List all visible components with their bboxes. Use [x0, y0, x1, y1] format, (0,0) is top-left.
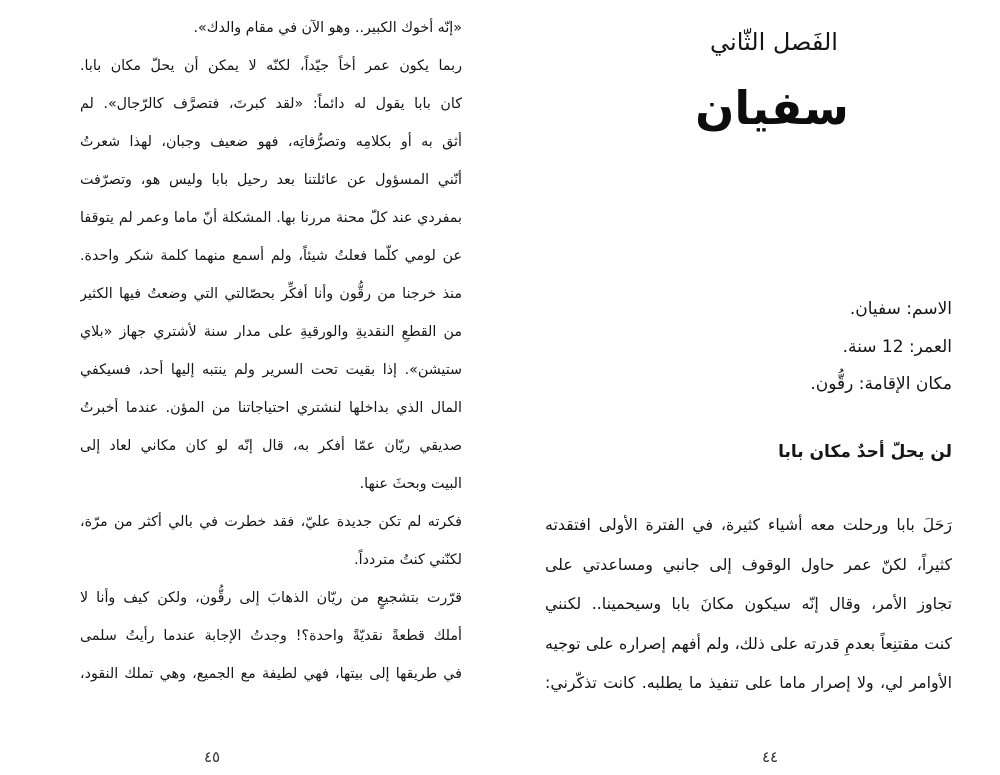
text-line: كثيراً، لكنّ عمر حاول الوقوف إلى جانبي ومساعدتي على [545, 554, 952, 574]
character-profile [632, 291, 952, 404]
text-line: فكرته لم تكن جديدة عليّ، فقد خطرت في بالي أكثر من مرّة، [80, 514, 462, 530]
text-line: «إنّه أخوك الكبير.. وهو الآن في مقام والدك». [193, 20, 462, 36]
chapter-title: سفيان [695, 81, 849, 135]
profile-residence: مكان الإقامة: رقُّون. [810, 374, 952, 394]
text-line: كنت مقتنِعاً بعدمِ قدرته على ذلك، ولم أفهم إصراره على توجيه [545, 633, 952, 653]
text-line: رَحَلَ بابا ورحلت معه أشياء كثيرة، في الفترة الأولى افتقدته [545, 515, 952, 534]
text-line: لكنّني كنتُ متردداً. [354, 552, 462, 568]
text-line: منذ خرجنا من رقُّون وأنا أفكِّر بحصّالتي التي وضعتُ فيها الكثير [80, 286, 462, 302]
right-page [500, 0, 1000, 775]
text-line: عن لومي كلّما فعلتُ شيئاً، ولم أسمع منهما كلمة شكر واحدة. [80, 248, 462, 264]
text-line: من القطعِ النقديةِ والورقيةِ على مدار سنة لأشتري جهاز «بلاي [80, 324, 462, 340]
text-line: ربما يكون عمر أخاً جيّداً، لكنّه لا يمكن أن يحلّ مكان بابا. [80, 58, 462, 74]
text-line: أثق به أو بكلامِه وتصرُّفاتِه، فهو ضعيف وجبان، لهذا شعرتُ [80, 134, 462, 150]
page-number: ٤٤ [761, 748, 779, 766]
text-line: أملك قطعةً نقديّةً واحدة؟! وجدتُ الإجابة عندما رأيتُ سلمى [80, 628, 462, 644]
right-page-body-text [545, 505, 952, 703]
text-line: الأوامر لي، ولا إصرار ماما على تنفيذ ما يطلبه. كانت تذكّرني: [545, 673, 952, 692]
text-line: تجاوز الأمر، وقال إنّه سيكون مكانَ بابا وسيحمينا.. لكنني [545, 594, 952, 613]
page-number: ٤٥ [203, 748, 221, 766]
text-line: قرّرت بتشجيعٍ من ريّان الذهابَ إلى رقُّون، ولكن كيف وأنا لا [80, 590, 462, 606]
chapter-label: الفَصل الثّاني [710, 28, 838, 56]
text-line: ستيشن». إذا بقيت تحت السرير ولم ينتبه إليها أحد، فسيكفي [80, 362, 462, 378]
text-line: بمفردي عند كلّ محنة مررنا بها. المشكلة أنّ ماما وعمر لم يتوقفا [80, 210, 462, 226]
text-line: كان بابا يقول له دائماً: «لقد كبرتَ، فتصرَّف كالرّجال». لم [80, 96, 462, 112]
text-line: صديقي ريّان عمّا أفكر به، قال إنّه لو كان مكاني لعاد إلى [80, 438, 462, 454]
text-line: أنّني المسؤول عن عائلتنا بعد رحيل بابا وليس هو، وتصرّفت [80, 172, 462, 188]
profile-age: العمر: 12 سنة. [842, 336, 952, 357]
section-heading: لن يحلّ أحدٌ مكان بابا [778, 442, 952, 462]
profile-name: الاسم: سفيان. [849, 299, 952, 319]
left-page-body-text [80, 9, 462, 693]
text-line: في طريقها إلى بيتها، فهي لطيفة مع الجميع، وهي تملك النقود، [80, 666, 462, 682]
text-line: البيت وبحثَ عنها. [359, 476, 462, 492]
text-line: المال الذي بداخلها لنشتري احتياجاتنا من المؤن. عندما أخبرتُ [80, 400, 462, 416]
